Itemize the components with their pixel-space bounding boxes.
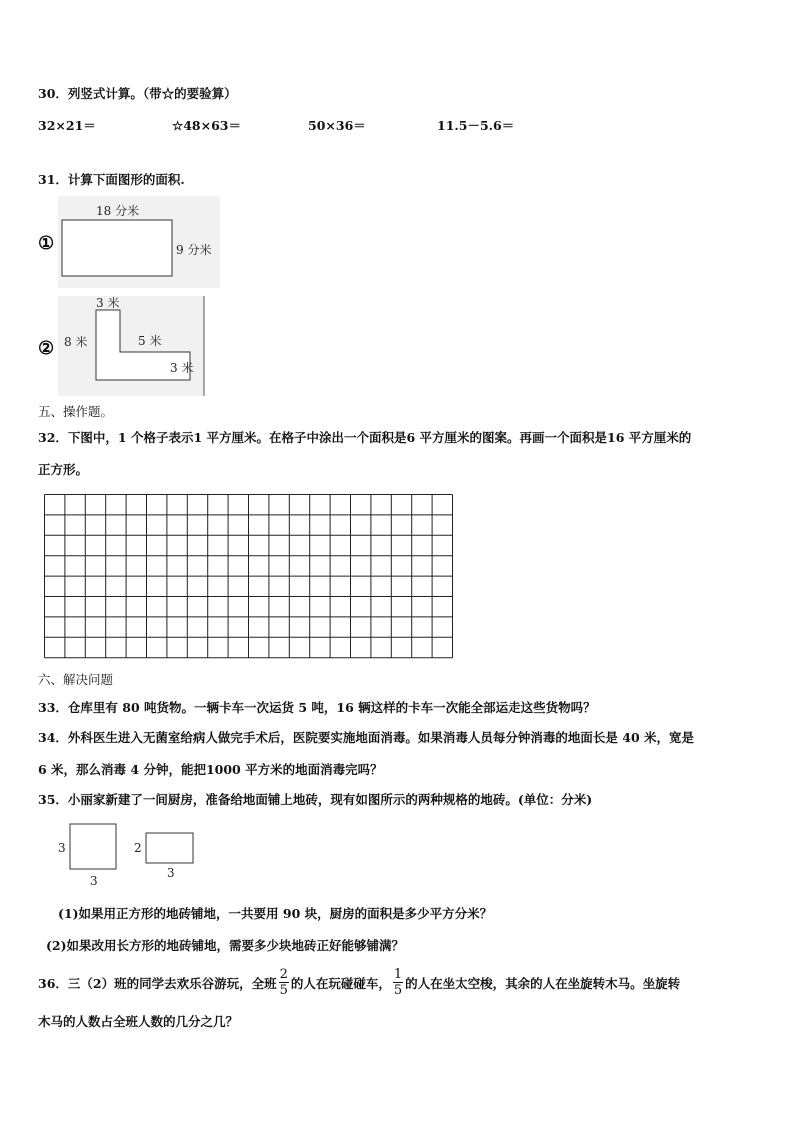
q32-line2: 正方形。 (38, 462, 89, 477)
q30-item-4: 11.5－5.6＝ (437, 118, 515, 133)
q32-line1: 32．下图中，1 个格子表示1 平方厘米。在格子中涂出一个面积是6 平方厘米的图案。再画一个面积是16 平方厘米的 (38, 430, 692, 445)
q35-sub1: (1)如果用正方形的地砖铺地，一共要用 90 块，厨房的面积是多少平方分米？ (58, 906, 493, 921)
q36-fraction-1-numerator: 2 (279, 967, 288, 982)
q36-part1: 36．三（2）班的同学去欢乐谷游玩，全班 (38, 975, 277, 991)
q33-text: 33．仓库里有 80 吨货物。一辆卡车一次运货 5 吨，16 辆这样的卡车一次能全部运走这些货物吗？ (38, 700, 596, 715)
square-tile-bottom-label: 3 (90, 874, 98, 888)
q34-line1: 34．外科医生进入无菌室给病人做完手术后，医院要实施地面消毒。如果消毒人员每分钟消毒的地面长是 40 米，宽是 (38, 730, 694, 745)
q31-title: 31．计算下面图形的面积. (38, 172, 185, 187)
figure-1-rectangle (58, 196, 220, 288)
figure-2-l-shape (58, 296, 208, 396)
tile-figures (52, 820, 212, 890)
figure-2-top-label: 3 米 (96, 296, 120, 310)
rectangle-tile-side-label: 2 (134, 841, 142, 855)
rectangle-tile (146, 833, 193, 863)
q30-item-3: 50×36＝ (308, 118, 366, 133)
figure-2-left-label: 8 米 (64, 335, 88, 349)
q35-sub2: (2)如果改用长方形的地砖铺地，需要多少块地砖正好能够铺满？ (46, 938, 405, 953)
figure-2-marker: ② (38, 338, 55, 359)
q36-fraction-2-numerator: 1 (393, 967, 403, 982)
q30-item-2: ☆48×63＝ (172, 118, 241, 133)
section-6-heading: 六、解决问题 (38, 672, 114, 687)
q36-fraction-1 (279, 968, 289, 997)
q36-line2: 木马的人数占全班人数的几分之几？ (38, 1014, 239, 1029)
q35-title: 35．小丽家新建了一间厨房，准备给地面铺上地砖，现有如图所示的两种规格的地砖。(单位：分米) (38, 792, 593, 807)
q36-fraction-2-denominator: 5 (393, 983, 403, 998)
drawing-grid[interactable] (44, 494, 454, 660)
q30-item-1: 32×21＝ (38, 118, 96, 133)
q36-part2: 的人在玩碰碰车， (290, 975, 391, 991)
q36-part3: 的人在坐太空梭，其余的人在坐旋转木马。坐旋转 (405, 975, 681, 991)
figure-1-marker: ① (38, 233, 55, 254)
q36-fraction-1-denominator: 5 (279, 983, 288, 998)
square-tile (70, 824, 116, 869)
q34-line2: 6 米，那么消毒 4 分钟，能把1000 平方米的地面消毒完吗？ (38, 762, 383, 777)
rectangle-tile-bottom-label: 3 (167, 866, 175, 880)
figure-2-right-label: 3 米 (170, 361, 194, 375)
q36-fraction-2 (393, 968, 403, 997)
section-5-heading: 五、操作题。 (38, 404, 114, 419)
q36-line1 (38, 968, 680, 997)
figure-1-side-label: 9 分米 (176, 243, 212, 257)
figure-1-top-label: 18 分米 (96, 204, 140, 218)
figure-2-mid-label: 5 米 (138, 334, 162, 348)
figure-1-shape (62, 220, 172, 276)
square-tile-side-label: 3 (58, 841, 66, 855)
q30-title: 30．列竖式计算。（带☆的要验算） (38, 86, 237, 101)
